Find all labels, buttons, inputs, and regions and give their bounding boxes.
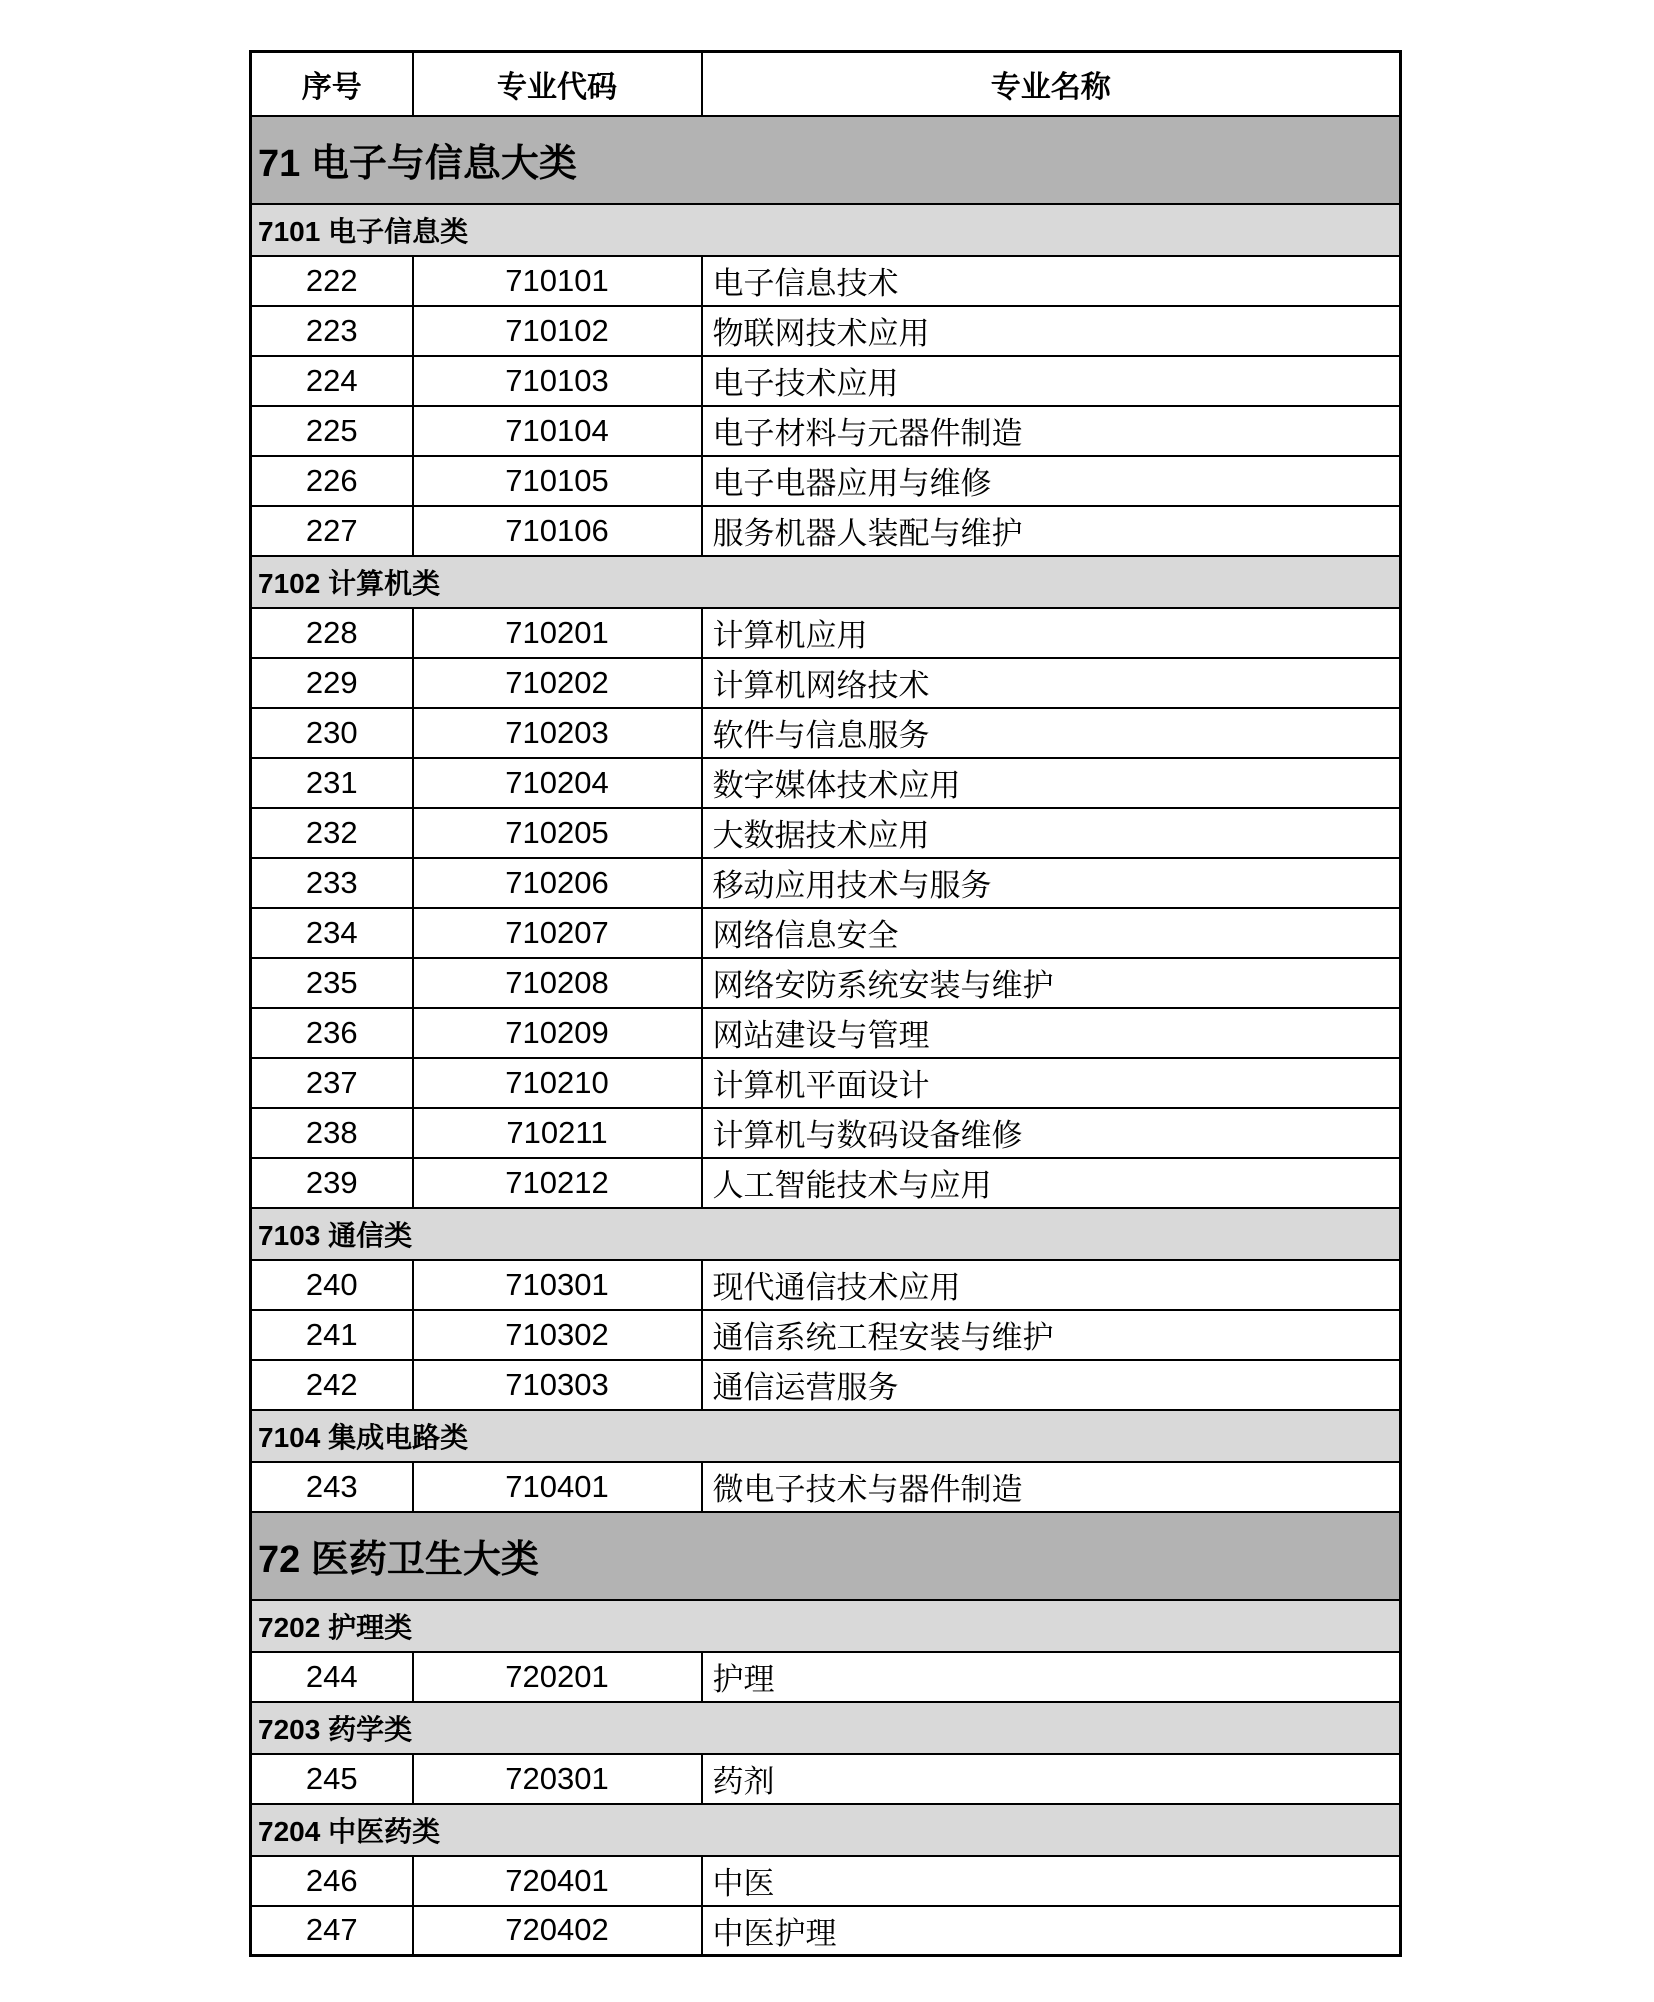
name-cell: 电子信息技术	[702, 256, 1401, 306]
serial-cell: 235	[251, 958, 413, 1008]
serial-cell: 233	[251, 858, 413, 908]
code-cell: 710211	[413, 1108, 702, 1158]
table-row	[251, 256, 1401, 306]
serial-cell: 226	[251, 456, 413, 506]
code-cell: 710101	[413, 256, 702, 306]
table-row	[251, 908, 1401, 958]
code-cell: 710212	[413, 1158, 702, 1208]
serial-cell: 232	[251, 808, 413, 858]
table-row	[251, 608, 1401, 658]
name-cell: 中医	[702, 1856, 1401, 1906]
serial-cell: 227	[251, 506, 413, 556]
name-cell: 人工智能技术与应用	[702, 1158, 1401, 1208]
name-cell: 计算机平面设计	[702, 1058, 1401, 1108]
name-cell: 通信运营服务	[702, 1360, 1401, 1410]
table-row	[251, 1058, 1401, 1108]
name-cell: 电子技术应用	[702, 356, 1401, 406]
serial-cell: 240	[251, 1260, 413, 1310]
serial-cell: 231	[251, 758, 413, 808]
code-cell: 710301	[413, 1260, 702, 1310]
code-cell: 710102	[413, 306, 702, 356]
column-header-name: 专业名称	[702, 52, 1401, 116]
serial-cell: 229	[251, 658, 413, 708]
code-cell: 710210	[413, 1058, 702, 1108]
serial-cell: 243	[251, 1462, 413, 1512]
name-cell: 计算机应用	[702, 608, 1401, 658]
table-row	[251, 1158, 1401, 1208]
section-header-row	[251, 116, 1401, 204]
name-cell: 电子材料与元器件制造	[702, 406, 1401, 456]
code-cell: 710202	[413, 658, 702, 708]
table-row	[251, 456, 1401, 506]
table-row	[251, 1754, 1401, 1804]
table-row	[251, 1360, 1401, 1410]
code-cell: 710201	[413, 608, 702, 658]
serial-cell: 224	[251, 356, 413, 406]
name-cell: 服务机器人装配与维护	[702, 506, 1401, 556]
section-header-label: 7202 护理类	[251, 1600, 1401, 1652]
serial-cell: 225	[251, 406, 413, 456]
code-cell: 710203	[413, 708, 702, 758]
code-cell: 710106	[413, 506, 702, 556]
code-cell: 710302	[413, 1310, 702, 1360]
table-row	[251, 858, 1401, 908]
name-cell: 网络安防系统安装与维护	[702, 958, 1401, 1008]
name-cell: 移动应用技术与服务	[702, 858, 1401, 908]
table-row	[251, 758, 1401, 808]
table-row	[251, 1856, 1401, 1906]
code-cell: 710205	[413, 808, 702, 858]
name-cell: 大数据技术应用	[702, 808, 1401, 858]
name-cell: 软件与信息服务	[702, 708, 1401, 758]
table-row	[251, 708, 1401, 758]
name-cell: 计算机与数码设备维修	[702, 1108, 1401, 1158]
name-cell: 网络信息安全	[702, 908, 1401, 958]
table-row	[251, 1462, 1401, 1512]
table-row	[251, 1008, 1401, 1058]
serial-cell: 236	[251, 1008, 413, 1058]
section-header-label: 7204 中医药类	[251, 1804, 1401, 1856]
name-cell: 物联网技术应用	[702, 306, 1401, 356]
serial-cell: 247	[251, 1906, 413, 1956]
code-cell: 710303	[413, 1360, 702, 1410]
serial-cell: 244	[251, 1652, 413, 1702]
code-cell: 710105	[413, 456, 702, 506]
name-cell: 药剂	[702, 1754, 1401, 1804]
section-header-label: 72 医药卫生大类	[251, 1512, 1401, 1600]
table-row	[251, 1108, 1401, 1158]
serial-cell: 246	[251, 1856, 413, 1906]
section-header-row	[251, 1410, 1401, 1462]
section-header-row	[251, 1804, 1401, 1856]
code-cell: 710209	[413, 1008, 702, 1058]
name-cell: 现代通信技术应用	[702, 1260, 1401, 1310]
section-header-row	[251, 1512, 1401, 1600]
serial-cell: 222	[251, 256, 413, 306]
serial-cell: 237	[251, 1058, 413, 1108]
section-header-row	[251, 204, 1401, 256]
majors-table-container	[249, 50, 1402, 1957]
header-row	[251, 52, 1401, 116]
serial-cell: 241	[251, 1310, 413, 1360]
section-header-label: 7103 通信类	[251, 1208, 1401, 1260]
name-cell: 微电子技术与器件制造	[702, 1462, 1401, 1512]
serial-cell: 230	[251, 708, 413, 758]
serial-cell: 245	[251, 1754, 413, 1804]
code-cell: 720201	[413, 1652, 702, 1702]
table-row	[251, 1906, 1401, 1956]
table-row	[251, 958, 1401, 1008]
section-header-row	[251, 1600, 1401, 1652]
code-cell: 720301	[413, 1754, 702, 1804]
serial-cell: 238	[251, 1108, 413, 1158]
table-row	[251, 808, 1401, 858]
section-header-label: 71 电子与信息大类	[251, 116, 1401, 204]
serial-cell: 234	[251, 908, 413, 958]
code-cell: 720402	[413, 1906, 702, 1956]
table-row	[251, 306, 1401, 356]
table-row	[251, 1260, 1401, 1310]
serial-cell: 228	[251, 608, 413, 658]
section-header-row	[251, 1702, 1401, 1754]
name-cell: 中医护理	[702, 1906, 1401, 1956]
table-row	[251, 356, 1401, 406]
table-body	[251, 116, 1401, 1956]
code-cell: 710207	[413, 908, 702, 958]
code-cell: 710204	[413, 758, 702, 808]
code-cell: 710103	[413, 356, 702, 406]
name-cell: 网站建设与管理	[702, 1008, 1401, 1058]
name-cell: 计算机网络技术	[702, 658, 1401, 708]
name-cell: 电子电器应用与维修	[702, 456, 1401, 506]
table-row	[251, 658, 1401, 708]
column-header-serial: 序号	[251, 52, 413, 116]
table-row	[251, 1652, 1401, 1702]
serial-cell: 239	[251, 1158, 413, 1208]
serial-cell: 242	[251, 1360, 413, 1410]
section-header-label: 7101 电子信息类	[251, 204, 1401, 256]
section-header-label: 7203 药学类	[251, 1702, 1401, 1754]
section-header-row	[251, 556, 1401, 608]
column-header-code: 专业代码	[413, 52, 702, 116]
section-header-label: 7102 计算机类	[251, 556, 1401, 608]
name-cell: 数字媒体技术应用	[702, 758, 1401, 808]
code-cell: 710401	[413, 1462, 702, 1512]
code-cell: 720401	[413, 1856, 702, 1906]
name-cell: 通信系统工程安装与维护	[702, 1310, 1401, 1360]
majors-table	[249, 50, 1402, 1957]
table-row	[251, 506, 1401, 556]
serial-cell: 223	[251, 306, 413, 356]
code-cell: 710104	[413, 406, 702, 456]
code-cell: 710208	[413, 958, 702, 1008]
section-header-row	[251, 1208, 1401, 1260]
table-header	[251, 52, 1401, 116]
section-header-label: 7104 集成电路类	[251, 1410, 1401, 1462]
table-row	[251, 406, 1401, 456]
table-row	[251, 1310, 1401, 1360]
name-cell: 护理	[702, 1652, 1401, 1702]
code-cell: 710206	[413, 858, 702, 908]
